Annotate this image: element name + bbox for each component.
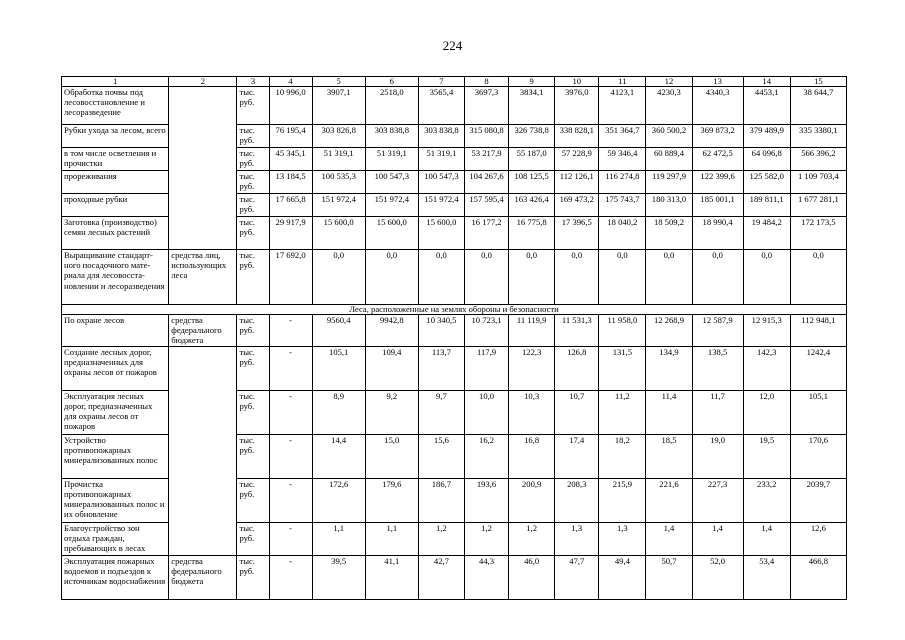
value-cell: 10,3 bbox=[509, 390, 555, 434]
value-cell: 215,9 bbox=[599, 478, 646, 522]
column-number-cell: 15 bbox=[790, 77, 846, 87]
value-cell: 3565,4 bbox=[418, 87, 464, 125]
value-cell: 108 125,5 bbox=[509, 171, 555, 194]
value-cell: 0,0 bbox=[743, 250, 790, 305]
value-cell: 57 228,9 bbox=[555, 148, 599, 171]
value-cell: 11,7 bbox=[692, 390, 743, 434]
value-cell: 51 319,1 bbox=[312, 148, 365, 171]
value-cell: 11,2 bbox=[599, 390, 646, 434]
value-cell: 17 665,8 bbox=[269, 194, 312, 217]
column-number-cell: 7 bbox=[418, 77, 464, 87]
value-cell: 157 595,4 bbox=[464, 194, 508, 217]
row-label-cell: Эксплуатация пожарных водоемов и подъездов к источникам водоснабжения bbox=[62, 555, 169, 599]
value-cell: 0,0 bbox=[555, 250, 599, 305]
value-cell: 16,2 bbox=[464, 434, 508, 478]
value-cell: - bbox=[269, 315, 312, 347]
column-number-cell: 5 bbox=[312, 77, 365, 87]
value-cell: 15 600,0 bbox=[418, 217, 464, 250]
value-cell: 186,7 bbox=[418, 478, 464, 522]
value-cell: 53,4 bbox=[743, 555, 790, 599]
value-cell: 55 187,0 bbox=[509, 148, 555, 171]
unit-cell: тыс. руб. bbox=[237, 555, 269, 599]
value-cell: - bbox=[269, 390, 312, 434]
value-cell: 151 972,4 bbox=[312, 194, 365, 217]
unit-cell: тыс. руб. bbox=[237, 478, 269, 522]
value-cell: 112 948,1 bbox=[790, 315, 846, 347]
column-number-cell: 13 bbox=[692, 77, 743, 87]
value-cell: - bbox=[269, 478, 312, 522]
value-cell: 49,4 bbox=[599, 555, 646, 599]
unit-cell: тыс. руб. bbox=[237, 125, 269, 148]
value-cell: 42,7 bbox=[418, 555, 464, 599]
value-cell: 15,6 bbox=[418, 434, 464, 478]
value-cell: 15 600,0 bbox=[312, 217, 365, 250]
value-cell: 0,0 bbox=[418, 250, 464, 305]
column-number-cell: 3 bbox=[237, 77, 269, 87]
value-cell: 1 109 703,4 bbox=[790, 171, 846, 194]
value-cell: 45 345,1 bbox=[269, 148, 312, 171]
value-cell: 117,9 bbox=[464, 346, 508, 390]
value-cell: 175 743,7 bbox=[599, 194, 646, 217]
row-label-cell: По охране лесов bbox=[62, 315, 169, 347]
value-cell: 60 889,4 bbox=[646, 148, 692, 171]
row-label-cell: Заготовка (производство) семян лесных растений bbox=[62, 217, 169, 250]
value-cell: 125 582,0 bbox=[743, 171, 790, 194]
value-cell: 38 644,7 bbox=[790, 87, 846, 125]
value-cell: 9,2 bbox=[365, 390, 418, 434]
value-cell: 14,4 bbox=[312, 434, 365, 478]
value-cell: 12,0 bbox=[743, 390, 790, 434]
value-cell: 113,7 bbox=[418, 346, 464, 390]
value-cell: 4123,1 bbox=[599, 87, 646, 125]
value-cell: 105,1 bbox=[312, 346, 365, 390]
value-cell: 0,0 bbox=[312, 250, 365, 305]
value-cell: - bbox=[269, 522, 312, 555]
value-cell: 18 509,2 bbox=[646, 217, 692, 250]
value-cell: 16 177,2 bbox=[464, 217, 508, 250]
value-cell: 12 268,9 bbox=[646, 315, 692, 347]
value-cell: 18,5 bbox=[646, 434, 692, 478]
row-label-cell: Устройство противопожарных минерализованных полос bbox=[62, 434, 169, 478]
row-label-cell: Обработка почвы под лесовосстановление и лесоразведение bbox=[62, 87, 169, 125]
value-cell: 17,4 bbox=[555, 434, 599, 478]
value-cell: 52,0 bbox=[692, 555, 743, 599]
value-cell: 3907,1 bbox=[312, 87, 365, 125]
row-label-cell: Создание лесных дорог, предназначенных для охраны лесов от пожаров bbox=[62, 346, 169, 390]
value-cell: 134,9 bbox=[646, 346, 692, 390]
value-cell: 9560,4 bbox=[312, 315, 365, 347]
value-cell: 179,6 bbox=[365, 478, 418, 522]
value-cell: 76 195,4 bbox=[269, 125, 312, 148]
value-cell: 19 484,2 bbox=[743, 217, 790, 250]
unit-cell: тыс. руб. bbox=[237, 434, 269, 478]
value-cell: 10 996,0 bbox=[269, 87, 312, 125]
value-cell: 466,8 bbox=[790, 555, 846, 599]
value-cell: 315 080,8 bbox=[464, 125, 508, 148]
unit-cell: тыс. руб. bbox=[237, 148, 269, 171]
funding-source-cell: средства федерального бюджета bbox=[169, 555, 237, 599]
value-cell: 17 396,5 bbox=[555, 217, 599, 250]
value-cell: 10,0 bbox=[464, 390, 508, 434]
column-number-cell: 11 bbox=[599, 77, 646, 87]
value-cell: 18 990,4 bbox=[692, 217, 743, 250]
value-cell: 19,0 bbox=[692, 434, 743, 478]
column-number-cell: 1 bbox=[62, 77, 169, 87]
value-cell: 53 217,9 bbox=[464, 148, 508, 171]
value-cell: 180 313,0 bbox=[646, 194, 692, 217]
value-cell: 303 826,8 bbox=[312, 125, 365, 148]
value-cell: 104 267,6 bbox=[464, 171, 508, 194]
value-cell: 109,4 bbox=[365, 346, 418, 390]
value-cell: 4453,1 bbox=[743, 87, 790, 125]
value-cell: 51 319,1 bbox=[365, 148, 418, 171]
value-cell: 100 547,3 bbox=[365, 171, 418, 194]
value-cell: 326 738,8 bbox=[509, 125, 555, 148]
value-cell: 1,1 bbox=[365, 522, 418, 555]
column-number-cell: 6 bbox=[365, 77, 418, 87]
value-cell: 11,4 bbox=[646, 390, 692, 434]
column-number-cell: 12 bbox=[646, 77, 692, 87]
value-cell: 172,6 bbox=[312, 478, 365, 522]
value-cell: 9,7 bbox=[418, 390, 464, 434]
unit-cell: тыс. руб. bbox=[237, 346, 269, 390]
value-cell: 1,2 bbox=[418, 522, 464, 555]
row-label-cell: Эксплуатация лесных дорог, предназначенных для охраны лесов от пожаров bbox=[62, 390, 169, 434]
unit-cell: тыс. руб. bbox=[237, 250, 269, 305]
value-cell: 13 184,5 bbox=[269, 171, 312, 194]
value-cell: 50,7 bbox=[646, 555, 692, 599]
row-label-cell: Прочистка противопожарных минерализованных полос и их обновление bbox=[62, 478, 169, 522]
table-row bbox=[62, 87, 847, 125]
value-cell: 151 972,4 bbox=[418, 194, 464, 217]
unit-cell: тыс. руб. bbox=[237, 87, 269, 125]
value-cell: 46,0 bbox=[509, 555, 555, 599]
value-cell: 151 972,4 bbox=[365, 194, 418, 217]
value-cell: 51 319,1 bbox=[418, 148, 464, 171]
value-cell: 200,9 bbox=[509, 478, 555, 522]
section-row bbox=[62, 305, 847, 315]
value-cell: - bbox=[269, 555, 312, 599]
value-cell: 19,5 bbox=[743, 434, 790, 478]
value-cell: 39,5 bbox=[312, 555, 365, 599]
value-cell: 122,3 bbox=[509, 346, 555, 390]
funding-source-cell bbox=[169, 87, 237, 250]
funding-source-cell: средства лиц, использующих леса bbox=[169, 250, 237, 305]
value-cell: 8,9 bbox=[312, 390, 365, 434]
value-cell: 4230,3 bbox=[646, 87, 692, 125]
value-cell: 59 346,4 bbox=[599, 148, 646, 171]
value-cell: 17 692,0 bbox=[269, 250, 312, 305]
table-row bbox=[62, 250, 847, 305]
value-cell: - bbox=[269, 434, 312, 478]
value-cell: 185 001,1 bbox=[692, 194, 743, 217]
value-cell: 62 472,5 bbox=[692, 148, 743, 171]
value-cell: 193,6 bbox=[464, 478, 508, 522]
value-cell: 163 426,4 bbox=[509, 194, 555, 217]
value-cell: 1,1 bbox=[312, 522, 365, 555]
value-cell: 1242,4 bbox=[790, 346, 846, 390]
value-cell: 119 297,9 bbox=[646, 171, 692, 194]
value-cell: 41,1 bbox=[365, 555, 418, 599]
value-cell: 1,2 bbox=[464, 522, 508, 555]
unit-cell: тыс. руб. bbox=[237, 390, 269, 434]
value-cell: 303 838,8 bbox=[418, 125, 464, 148]
value-cell: 4340,3 bbox=[692, 87, 743, 125]
value-cell: 172 173,5 bbox=[790, 217, 846, 250]
value-cell: 1,4 bbox=[743, 522, 790, 555]
value-cell: 379 489,9 bbox=[743, 125, 790, 148]
unit-cell: тыс. руб. bbox=[237, 522, 269, 555]
table-row bbox=[62, 555, 847, 599]
value-cell: 122 399,6 bbox=[692, 171, 743, 194]
value-cell: 112 126,1 bbox=[555, 171, 599, 194]
column-number-cell: 2 bbox=[169, 77, 237, 87]
value-cell: 1,4 bbox=[646, 522, 692, 555]
value-cell: 18 040,2 bbox=[599, 217, 646, 250]
value-cell: 16 775,8 bbox=[509, 217, 555, 250]
value-cell: 11 958,0 bbox=[599, 315, 646, 347]
value-cell: 1,2 bbox=[509, 522, 555, 555]
unit-cell: тыс. руб. bbox=[237, 171, 269, 194]
value-cell: 11 119,9 bbox=[509, 315, 555, 347]
row-label-cell: прореживания bbox=[62, 171, 169, 194]
value-cell: 2518,0 bbox=[365, 87, 418, 125]
value-cell: 169 473,2 bbox=[555, 194, 599, 217]
row-label-cell: проходные рубки bbox=[62, 194, 169, 217]
value-cell: 3976,0 bbox=[555, 87, 599, 125]
value-cell: - bbox=[269, 346, 312, 390]
value-cell: 335 3380,1 bbox=[790, 125, 846, 148]
value-cell: 338 828,1 bbox=[555, 125, 599, 148]
value-cell: 369 873,2 bbox=[692, 125, 743, 148]
section-title: Леса, расположенные на землях обороны и безопасности bbox=[62, 305, 847, 315]
value-cell: 189 811,1 bbox=[743, 194, 790, 217]
table-row bbox=[62, 346, 847, 390]
value-cell: 18,2 bbox=[599, 434, 646, 478]
value-cell: 208,3 bbox=[555, 478, 599, 522]
funding-source-cell: средства федерального бюджета bbox=[169, 315, 237, 347]
value-cell: 29 917,9 bbox=[269, 217, 312, 250]
value-cell: 100 535,3 bbox=[312, 171, 365, 194]
page-number: 224 bbox=[442, 38, 463, 53]
value-cell: 0,0 bbox=[646, 250, 692, 305]
value-cell: 1 677 281,1 bbox=[790, 194, 846, 217]
value-cell: 9942,8 bbox=[365, 315, 418, 347]
value-cell: 303 838,8 bbox=[365, 125, 418, 148]
value-cell: 138,5 bbox=[692, 346, 743, 390]
unit-cell: тыс. руб. bbox=[237, 217, 269, 250]
value-cell: 1,3 bbox=[599, 522, 646, 555]
value-cell: 15 600,0 bbox=[365, 217, 418, 250]
column-number-cell: 9 bbox=[509, 77, 555, 87]
column-number-cell: 14 bbox=[743, 77, 790, 87]
value-cell: 142,3 bbox=[743, 346, 790, 390]
value-cell: 0,0 bbox=[599, 250, 646, 305]
value-cell: 0,0 bbox=[509, 250, 555, 305]
value-cell: 15,0 bbox=[365, 434, 418, 478]
unit-cell: тыс. руб. bbox=[237, 194, 269, 217]
value-cell: 1,3 bbox=[555, 522, 599, 555]
value-cell: 11 531,3 bbox=[555, 315, 599, 347]
value-cell: 3834,1 bbox=[509, 87, 555, 125]
value-cell: 2039,7 bbox=[790, 478, 846, 522]
value-cell: 0,0 bbox=[692, 250, 743, 305]
value-cell: 16,8 bbox=[509, 434, 555, 478]
row-label-cell: в том числе осветления и прочистки bbox=[62, 148, 169, 171]
value-cell: 47,7 bbox=[555, 555, 599, 599]
value-cell: 44,3 bbox=[464, 555, 508, 599]
unit-cell: тыс. руб. bbox=[237, 315, 269, 347]
value-cell: 116 274,8 bbox=[599, 171, 646, 194]
value-cell: 10 723,1 bbox=[464, 315, 508, 347]
value-cell: 351 364,7 bbox=[599, 125, 646, 148]
value-cell: 126,8 bbox=[555, 346, 599, 390]
value-cell: 227,3 bbox=[692, 478, 743, 522]
value-cell: 1,4 bbox=[692, 522, 743, 555]
column-number-cell: 10 bbox=[555, 77, 599, 87]
value-cell: 131,5 bbox=[599, 346, 646, 390]
column-number-cell: 4 bbox=[269, 77, 312, 87]
value-cell: 12,6 bbox=[790, 522, 846, 555]
table-row bbox=[62, 315, 847, 347]
value-cell: 10,7 bbox=[555, 390, 599, 434]
value-cell: 105,1 bbox=[790, 390, 846, 434]
header-row bbox=[62, 77, 847, 87]
value-cell: 566 396,2 bbox=[790, 148, 846, 171]
column-number-cell: 8 bbox=[464, 77, 508, 87]
value-cell: 0,0 bbox=[790, 250, 846, 305]
value-cell: 360 500,2 bbox=[646, 125, 692, 148]
value-cell: 233,2 bbox=[743, 478, 790, 522]
data-table bbox=[61, 76, 847, 600]
value-cell: 0,0 bbox=[464, 250, 508, 305]
row-label-cell: Благоустройство зон отдыха граждан, пребывающих в лесах bbox=[62, 522, 169, 555]
row-label-cell: Рубки ухода за лесом, всего bbox=[62, 125, 169, 148]
value-cell: 221,6 bbox=[646, 478, 692, 522]
funding-source-cell bbox=[169, 346, 237, 555]
value-cell: 170,6 bbox=[790, 434, 846, 478]
value-cell: 64 096,8 bbox=[743, 148, 790, 171]
value-cell: 10 340,5 bbox=[418, 315, 464, 347]
value-cell: 3697,3 bbox=[464, 87, 508, 125]
value-cell: 100 547,3 bbox=[418, 171, 464, 194]
value-cell: 12 915,3 bbox=[743, 315, 790, 347]
value-cell: 12 587,9 bbox=[692, 315, 743, 347]
row-label-cell: Выращивание стандарт-ного посадочного мате-риала для лесовосста-новлении и лесоразведения bbox=[62, 250, 169, 305]
value-cell: 0,0 bbox=[365, 250, 418, 305]
